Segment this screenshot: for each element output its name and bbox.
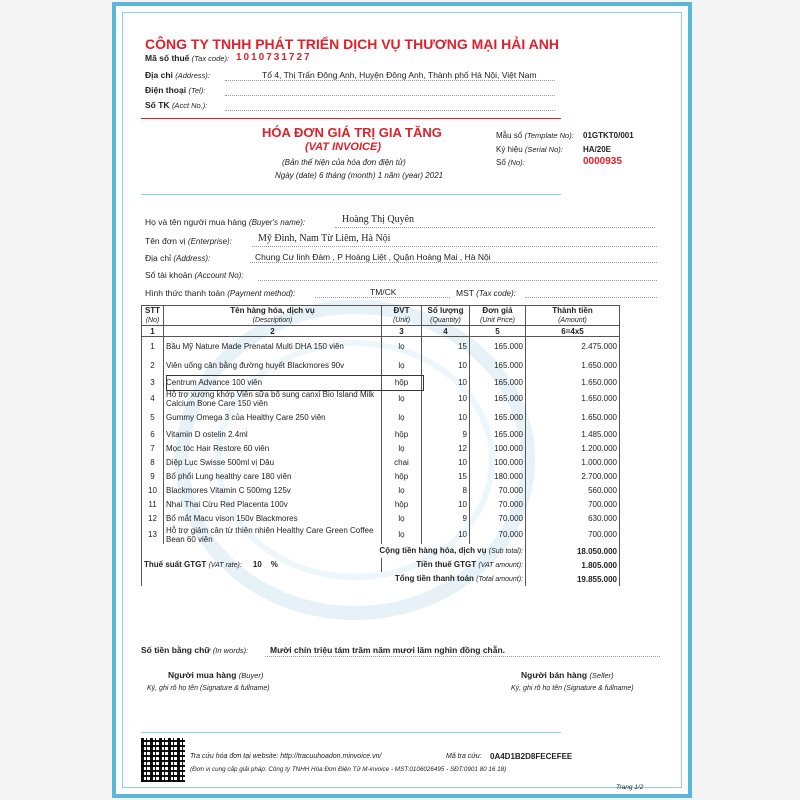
- table-row: [142, 511, 620, 525]
- seller-signature-title: Người bán hàng (Seller): [521, 670, 614, 680]
- cell-amount: 700.000: [526, 497, 620, 511]
- account-no-label: Số tài khoản (Account No):: [145, 270, 244, 280]
- vat-rate-cell: Thuế suất GTGT (VAT rate): 10 %: [142, 558, 382, 572]
- buyer-mst-label: MST (Tax code):: [456, 288, 516, 298]
- cell-amount: 1.000.000: [526, 455, 620, 469]
- vat-rate-value: 10: [252, 560, 262, 569]
- cell-unit-price: 180.000: [470, 469, 526, 483]
- cell-unit: lọ: [382, 511, 422, 525]
- seller-tax-code: 1010731727: [236, 52, 312, 63]
- cell-no: 4: [142, 389, 164, 408]
- cell-description: Viên uống cân bằng đường huyết Blackmores 90v: [164, 356, 382, 375]
- cell-no: 1: [142, 337, 164, 357]
- footer-divider: [141, 732, 561, 733]
- dotted-line: [265, 656, 660, 657]
- vat-amount-value: 1.805.000: [526, 558, 620, 572]
- cell-unit: hộp: [382, 469, 422, 483]
- total-row: [142, 572, 620, 586]
- seller-address-label: Địa chỉ (Address):: [145, 70, 210, 80]
- cell-unit-price: 70.000: [470, 497, 526, 511]
- cell-unit-price: 70.000: [470, 511, 526, 525]
- provider-info: (Đơn vị cung cấp giải pháp: Công ty TNHH Hóa Đơn Điện Tử M-invoice - MST:0106026495 - SĐT:0901 80 16 18): [190, 766, 507, 773]
- page-number: Trang 1/2: [616, 784, 644, 791]
- cell-unit: chai: [382, 455, 422, 469]
- table-row: [142, 455, 620, 469]
- table-row: [142, 441, 620, 455]
- payment-label: Hình thức thanh toán (Payment method):: [145, 288, 296, 298]
- cell-description: Bổ phổi Lung healthy care 180 viên: [164, 469, 382, 483]
- cell-description: Gummy Omega 3 của Healthy Care 250 viên: [164, 408, 382, 427]
- cell-no: 5: [142, 408, 164, 427]
- subtotal-row: [142, 544, 620, 558]
- cell-unit-price: 165.000: [470, 356, 526, 375]
- serial-no: HA/20E: [583, 145, 612, 154]
- lookup-website: Tra cứu hóa đơn tại website: http://tracuuhoadon.minvoice.vn/: [190, 753, 382, 760]
- cell-amount: 2.700.000: [526, 469, 620, 483]
- cell-amount: 560.000: [526, 483, 620, 497]
- table-row: [142, 356, 620, 375]
- lookup-code: 0A4D1B2D8FECEFEE: [490, 752, 573, 761]
- cell-no: 3: [142, 375, 164, 389]
- cell-unit: lọ: [382, 356, 422, 375]
- vat-row: [142, 558, 620, 572]
- buyer-name: Hoàng Thị Quyên: [342, 214, 415, 225]
- header-unit: ĐVT (Unit): [382, 306, 422, 326]
- cell-quantity: 10: [422, 408, 470, 427]
- cell-unit: lọ: [382, 337, 422, 357]
- cell-unit: lọ: [382, 483, 422, 497]
- subtotal-label: Cộng tiền hàng hóa, dịch vụ (Sub total):: [142, 544, 526, 558]
- cell-quantity: 10: [422, 497, 470, 511]
- cell-unit: hộp: [382, 497, 422, 511]
- amount-in-words: Mười chín triệu tám trăm năm mươi lăm nghìn đồng chẵn.: [270, 645, 506, 655]
- cell-amount: 1.650.000: [526, 408, 620, 427]
- dotted-line: [225, 80, 555, 81]
- cell-amount: 1.485.000: [526, 427, 620, 441]
- seller-address: Tổ 4, Thị Trấn Đông Anh, Huyện Đông Anh, Thành phố Hà Nội, Việt Nam: [262, 70, 537, 80]
- cell-unit-price: 165.000: [470, 427, 526, 441]
- cell-quantity: 15: [422, 337, 470, 357]
- header-description: Tên hàng hóa, dịch vụ (Description): [164, 306, 382, 326]
- cell-no: 8: [142, 455, 164, 469]
- cell-amount: 2.475.000: [526, 337, 620, 357]
- section-divider: [141, 194, 561, 195]
- dotted-line: [335, 227, 655, 228]
- header-quantity: Số lượng (Quantity): [422, 306, 470, 326]
- cell-quantity: 10: [422, 356, 470, 375]
- table-row: [142, 497, 620, 511]
- seller-signature-hint: Ký, ghi rõ họ tên (Signature & fullname): [511, 685, 634, 692]
- cell-unit: hộp: [382, 375, 422, 389]
- cell-description: Nhai Thai Cừu Red Placenta 100v: [164, 497, 382, 511]
- col-number: 2: [164, 326, 382, 337]
- tax-code-label: Mã số thuế (Tax code):: [145, 53, 230, 63]
- dotted-line: [315, 297, 450, 298]
- table-header-row: [142, 306, 620, 326]
- cell-quantity: 12: [422, 441, 470, 455]
- cell-amount: 700.000: [526, 525, 620, 544]
- dotted-line: [258, 280, 657, 281]
- table-row: [142, 469, 620, 483]
- header-amount: Thành tiền (Amount): [526, 306, 620, 326]
- cell-description: Centrum Advance 100 viên: [164, 375, 382, 389]
- cell-amount: 1.650.000: [526, 356, 620, 375]
- payment-method: TM/CK: [370, 287, 397, 297]
- company-name: CÔNG TY TNHH PHÁT TRIỂN DỊCH VỤ THƯƠNG MẠI HẢI ANH: [145, 36, 559, 52]
- header-divider: [141, 118, 561, 119]
- cell-quantity: 15: [422, 469, 470, 483]
- cell-unit: lọ: [382, 441, 422, 455]
- cell-description: Bổ mắt Macu vison 150v Blackmores: [164, 511, 382, 525]
- col-number: 4: [422, 326, 470, 337]
- buyer-address-label: Địa chỉ (Address):: [145, 253, 211, 263]
- cell-amount: 1.650.000: [526, 375, 620, 389]
- table-row: [142, 427, 620, 441]
- cell-quantity: 10: [422, 455, 470, 469]
- cell-amount: 1.650.000: [526, 389, 620, 408]
- seller-phone-label: Điện thoại (Tel):: [145, 85, 206, 95]
- row-highlight-box: [166, 375, 424, 391]
- cell-no: 13: [142, 525, 164, 544]
- items-table: [141, 305, 620, 586]
- cell-description: Bầu Mỹ Nature Made Prenatal Multi DHA 150 viên: [164, 337, 382, 357]
- cell-unit-price: 70.000: [470, 525, 526, 544]
- cell-unit-price: 70.000: [470, 483, 526, 497]
- seller-account-label: Số TK (Acct No.):: [145, 100, 208, 110]
- table-row: [142, 389, 620, 408]
- enterprise-label: Tên đơn vị (Enterprise):: [145, 236, 232, 246]
- buyer-signature-hint: Ký, ghi rõ họ tên (Signature & fullname): [147, 685, 270, 692]
- buyer-enterprise: Mỹ Đình, Nam Từ Liêm, Hà Nội: [258, 233, 391, 244]
- buyer-signature-title: Người mua hàng (Buyer): [168, 670, 264, 680]
- col-number: 3: [382, 326, 422, 337]
- total-label: Tổng tiền thanh toán (Total amount):: [142, 572, 526, 586]
- number-label: Số (No):: [496, 158, 525, 167]
- invoice-title: HÓA ĐƠN GIÁ TRỊ GIA TĂNG: [262, 125, 442, 140]
- table-numbering-row: [142, 326, 620, 337]
- invoice-subtitle: (Bản thể hiện của hóa đơn điện tử): [282, 158, 406, 167]
- header-no: STT (No): [142, 306, 164, 326]
- dotted-line: [225, 110, 555, 111]
- cell-quantity: 8: [422, 483, 470, 497]
- table-row: [142, 525, 620, 544]
- table-row: [142, 408, 620, 427]
- cell-no: 7: [142, 441, 164, 455]
- cell-unit-price: 165.000: [470, 375, 526, 389]
- cell-description: Diệp Lục Swisse 500ml vị Dâu: [164, 455, 382, 469]
- table-row: [142, 483, 620, 497]
- cell-description: Hỗ trợ giảm cân từ thiên nhiên Healthy Care Green Coffee Bean 60 viên: [164, 525, 382, 544]
- invoice-title-en: (VAT INVOICE): [305, 141, 381, 153]
- cell-unit: hộp: [382, 427, 422, 441]
- vat-amount-label: Tiền thuế GTGT (VAT amount):: [382, 558, 526, 572]
- col-number: 6=4x5: [526, 326, 620, 337]
- table-body: [142, 337, 620, 545]
- dotted-line: [525, 297, 657, 298]
- cell-no: 10: [142, 483, 164, 497]
- col-number: 1: [142, 326, 164, 337]
- cell-no: 6: [142, 427, 164, 441]
- cell-quantity: 10: [422, 375, 470, 389]
- cell-description: Hỗ trợ xương khớp Viên sữa bổ sung canxi Bio Island Milk Calcium Bone Care 150 viên: [164, 389, 382, 408]
- table-row: [142, 337, 620, 357]
- col-number: 5: [470, 326, 526, 337]
- lookup-code-label: Mã tra cứu:: [446, 753, 482, 760]
- cell-unit-price: 165.000: [470, 408, 526, 427]
- cell-description: Mọc tóc Hair Restore 60 viên: [164, 441, 382, 455]
- cell-unit-price: 100.000: [470, 441, 526, 455]
- buyer-address: Chung Cư linh Đàm , P Hoàng Liệt , Quận Hoàng Mai , Hà Nội: [255, 252, 491, 262]
- dotted-line: [250, 262, 657, 263]
- cell-no: 12: [142, 511, 164, 525]
- invoice-number: 0000935: [583, 156, 622, 167]
- in-words-label: Số tiền bằng chữ (In words):: [141, 645, 249, 655]
- cell-quantity: 9: [422, 511, 470, 525]
- serial-label: Ký hiệu (Serial No):: [496, 145, 563, 154]
- cell-description: Blackmores Vitamin C 500mg 125v: [164, 483, 382, 497]
- cell-quantity: 9: [422, 427, 470, 441]
- cell-amount: 630.000: [526, 511, 620, 525]
- cell-amount: 1.200.000: [526, 441, 620, 455]
- dotted-line: [252, 246, 657, 247]
- cell-no: 2: [142, 356, 164, 375]
- dotted-line: [225, 95, 555, 96]
- cell-no: 11: [142, 497, 164, 511]
- template-label: Mẫu số (Template No):: [496, 131, 574, 140]
- cell-quantity: 10: [422, 389, 470, 408]
- subtotal-value: 18.050.000: [526, 544, 620, 558]
- vat-rate-unit: %: [270, 560, 278, 569]
- cell-unit-price: 100.000: [470, 455, 526, 469]
- cell-unit-price: 165.000: [470, 389, 526, 408]
- cell-unit: lọ: [382, 408, 422, 427]
- buyer-name-label: Họ và tên người mua hàng (Buyer's name):: [145, 217, 306, 227]
- invoice-date: Ngày (date) 6 tháng (month) 1 năm (year) 2021: [275, 171, 444, 180]
- cell-unit-price: 165.000: [470, 337, 526, 357]
- header-unit-price: Đơn giá (Unit Price): [470, 306, 526, 326]
- total-value: 19.855.000: [526, 572, 620, 586]
- cell-no: 9: [142, 469, 164, 483]
- cell-unit: lọ: [382, 525, 422, 544]
- cell-description: Vitamin D ostelin 2.4ml: [164, 427, 382, 441]
- cell-unit: lọ: [382, 389, 422, 408]
- template-no: 01GTKT0/001: [583, 131, 634, 140]
- qr-code: [141, 738, 185, 782]
- cell-quantity: 10: [422, 525, 470, 544]
